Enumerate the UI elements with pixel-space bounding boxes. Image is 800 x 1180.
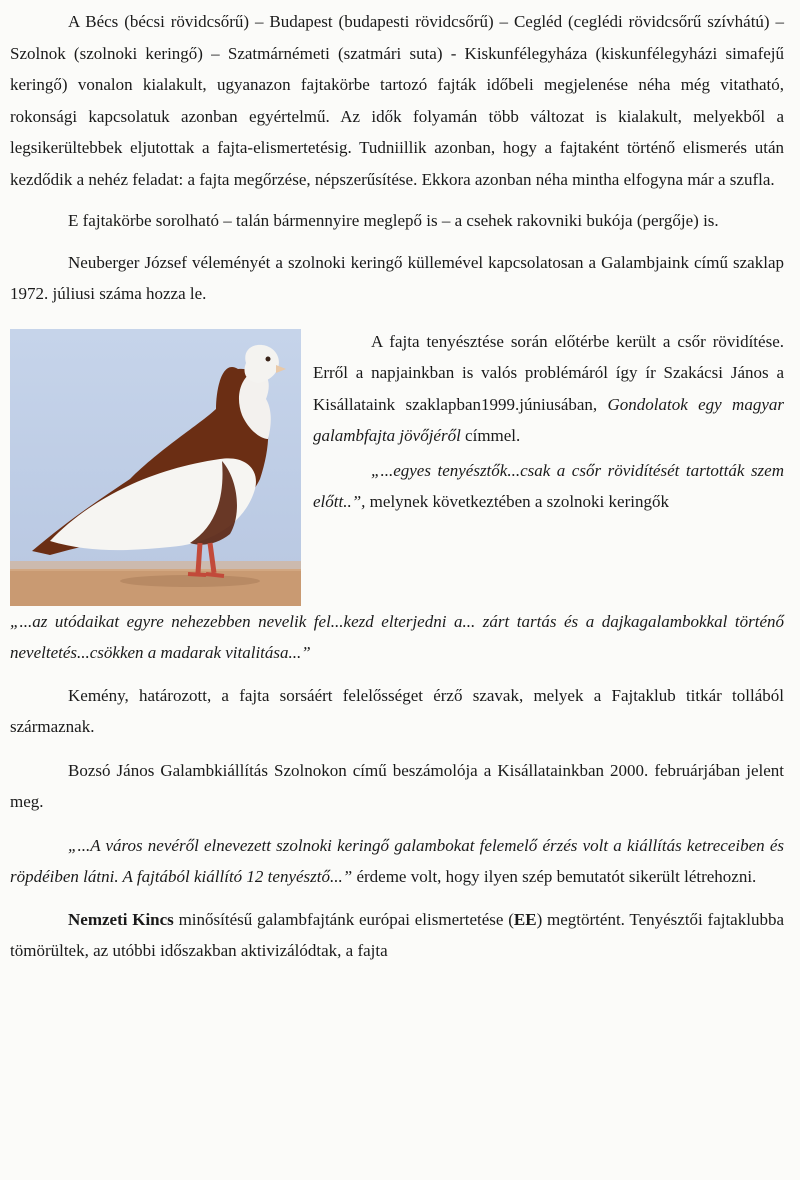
paragraph-rakovnik-tumbler: E fajtakörbe sorolható – talán bármennyire meglepő is – a csehek rakovniki bukója (pergője) is. xyxy=(68,211,719,230)
paragraph-national-treasure xyxy=(10,904,784,967)
breeder-quote-2: „...az utódaikat egyre nehezebben nevelik fel...kezd elterjedni a... zárt tartás és a dajkagalambokkal történő neveltetés...csökken a madarak vitalitása...” xyxy=(10,611,784,662)
article-title: Gondolatok egy magyar galambfajta jövőjéről xyxy=(313,394,784,445)
paragraph-beak-shortening xyxy=(313,326,784,452)
national-treasure-label: Nemzeti Kincs xyxy=(68,909,174,929)
paragraph-breeder-quote xyxy=(313,455,784,518)
exhibition-quote-end: érdeme volt, hogy ilyen szép bemutatót sikerült létrehozni. xyxy=(356,867,757,886)
beak-text: A fajta tenyésztése során előtérbe került a csőr rövidítése. Erről a napjainkban is valós problémáról így ír Szakácsi János a Kisállataink szaklapban1999.júniusában, xyxy=(313,331,784,414)
document-page xyxy=(10,0,784,967)
paragraph-secretary-words: Kemény, határozott, a fajta sorsáért felelősséget érző szavak, melyek a Fajtaklub titkár tollából származnak. xyxy=(10,685,784,736)
wrapped-text-column xyxy=(313,326,784,518)
paragraph-bozso-report: Bozsó János Galambkiállítás Szolnokon című beszámolója a Kisállatainkban 2000. februárjában jelent meg. xyxy=(10,760,784,811)
breeder-quote-mid: melynek következtében a szolnoki keringők xyxy=(369,492,669,511)
beak-text-end: címmel. xyxy=(465,426,521,445)
paragraph-breeder-quote-continued xyxy=(10,606,784,669)
figure-with-wrapped-text xyxy=(10,326,784,606)
national-treasure-mid: minősítésű galambfajtánk európai elismertetése ( xyxy=(178,909,514,929)
paragraph-exhibition-quote xyxy=(10,830,784,893)
national-treasure-end: ) megtörtént. Tenyésztői fajtaklubba tömörültek, az utóbbi időszakban aktivizálódtak, a fajta xyxy=(10,909,784,960)
paragraph-breed-lineage: A Bécs (bécsi rövidcsőrű) – Budapest (budapesti rövidcsőrű) – Cegléd (ceglédi rövidcsőrű szívhátú) – Szolnok (szolnoki keringő) – Szatmárnémeti (szatmári suta) - Kiskunfélegyháza (kiskunfélegyházi simafejű keringő) vonalon kialakult, ugyanazon fajtakörbe tartozó fajták időbeli megjelenése néha még vitatható, rokonsági kapcsolatuk azonban egyértelmű. Az idők folyamán több változat is kialakult, melyekből a legsikerültebbek eljutottak a fajta-elismertetésig. Tudniillik azonban, hogy a fajtaként történő elismerés után kezdődik a nehéz feladat: a fajta megőrzése, népszerűsítése. Ekkora azonban néha mintha elfogyna már a szufla. xyxy=(10,12,784,189)
pigeon-illustration xyxy=(10,329,301,606)
pigeon-photo xyxy=(10,329,301,606)
ee-label: EE xyxy=(513,909,537,929)
paragraph-neuberger-opinion: Neuberger József véleményét a szolnoki keringő küllemével kapcsolatosan a Galambjaink című szaklap 1972. júliusi száma hozza le. xyxy=(10,252,784,303)
breeder-quote-1: „...egyes tenyésztők...csak a csőr rövidítését tartották szem előtt..”, xyxy=(313,460,784,511)
exhibition-quote: „...A város nevéről elnevezett szolnoki keringő galambokat felemelő érzés volt a kiállítás ketreceiben és röpdéiben látni. A fajtából kiállító 12 tenyésztő...” xyxy=(10,835,784,886)
